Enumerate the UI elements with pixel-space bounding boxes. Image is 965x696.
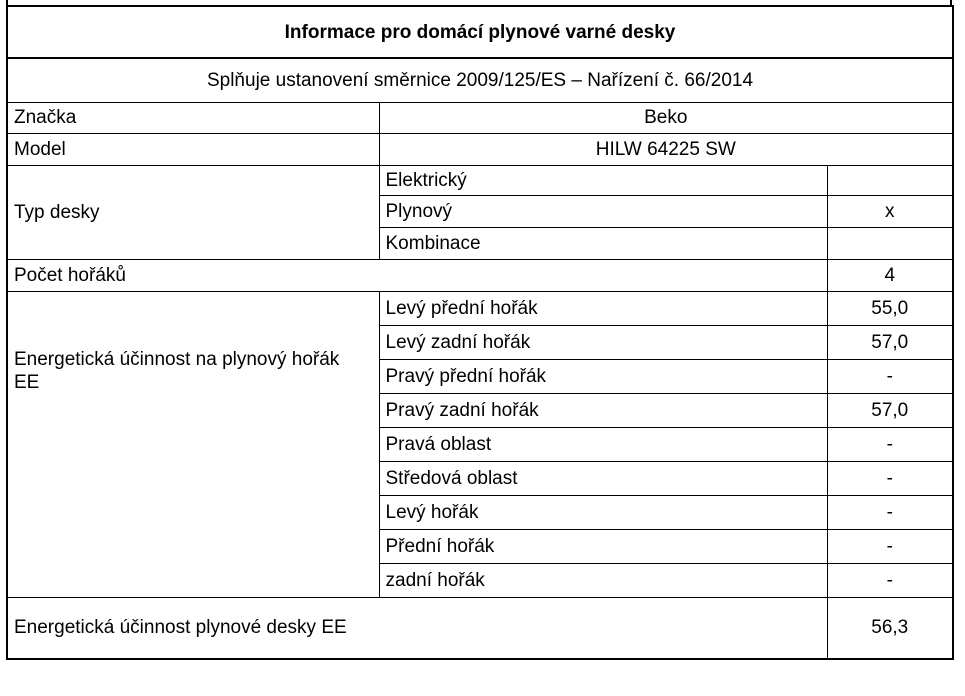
burner-name: Levý zadní hořák	[379, 325, 827, 359]
hob-efficiency-row	[7, 597, 953, 659]
brand-label: Značka	[7, 102, 379, 133]
hob-type-option: Kombinace	[379, 227, 827, 259]
hob-type-row-electric	[7, 165, 953, 195]
hob-type-option: Plynový	[379, 195, 827, 227]
hob-type-mark: x	[827, 195, 953, 227]
burner-name: Pravý přední hořák	[379, 359, 827, 393]
burner-count-value: 4	[827, 259, 953, 291]
table-title: Informace pro domácí plynové varné desky	[7, 6, 953, 58]
burner-name: Levý hořák	[379, 495, 827, 529]
burner-efficiency-label	[7, 291, 379, 597]
hob-efficiency-value: 56,3	[827, 597, 953, 659]
burner-efficiency-value: -	[827, 529, 953, 563]
burner-efficiency-value: -	[827, 461, 953, 495]
title-row	[7, 6, 953, 58]
brand-row	[7, 102, 953, 133]
model-value: HILW 64225 SW	[379, 133, 953, 165]
burner-name: Levý přední hořák	[379, 291, 827, 325]
hob-type-mark	[827, 165, 953, 195]
table-subtitle: Splňuje ustanovení směrnice 2009/125/ES – Nařízení č. 66/2014	[7, 58, 953, 102]
burner-count-row	[7, 259, 953, 291]
hob-efficiency-label: Energetická účinnost plynové desky EE	[7, 597, 827, 659]
burner-efficiency-value: 57,0	[827, 325, 953, 359]
burner-name: zadní hořák	[379, 563, 827, 597]
burner-efficiency-value: 55,0	[827, 291, 953, 325]
burner-name: Přední hořák	[379, 529, 827, 563]
burner-efficiency-value: -	[827, 427, 953, 461]
burner-efficiency-value: 57,0	[827, 393, 953, 427]
burner-efficiency-value: -	[827, 359, 953, 393]
burner-name: Středová oblast	[379, 461, 827, 495]
burner-name: Pravá oblast	[379, 427, 827, 461]
burner-efficiency-row	[7, 291, 953, 325]
brand-value: Beko	[379, 102, 953, 133]
burner-name: Pravý zadní hořák	[379, 393, 827, 427]
model-label: Model	[7, 133, 379, 165]
hob-type-mark	[827, 227, 953, 259]
burner-efficiency-value: -	[827, 563, 953, 597]
hob-type-label: Typ desky	[7, 165, 379, 259]
burner-efficiency-value: -	[827, 495, 953, 529]
burner-count-label: Počet hořáků	[7, 259, 827, 291]
hob-type-option: Elektrický	[379, 165, 827, 195]
subtitle-row	[7, 58, 953, 102]
gas-hob-info-table	[6, 5, 954, 660]
model-row	[7, 133, 953, 165]
burner-efficiency-label-text: Energetická účinnost na plynový hořák EE	[14, 349, 340, 393]
